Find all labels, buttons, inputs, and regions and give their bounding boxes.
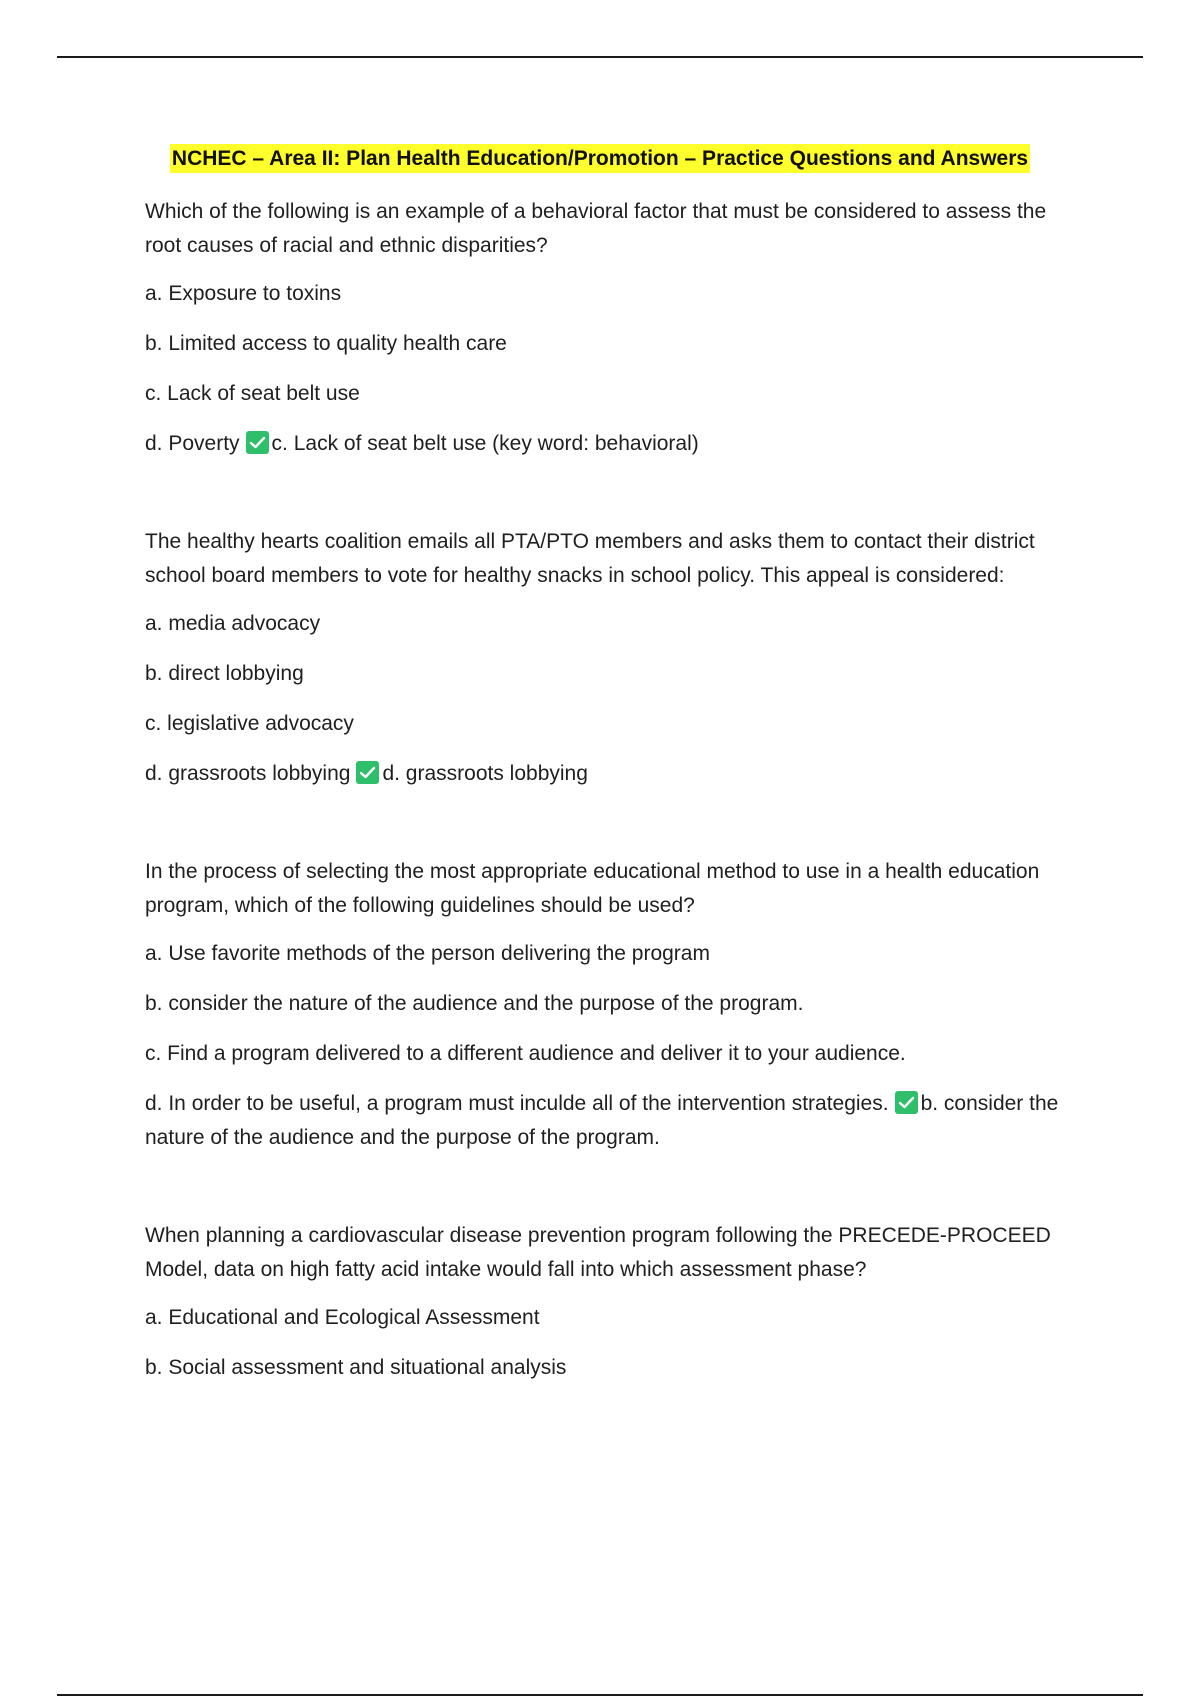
option-c: c. legislative advocacy <box>145 712 354 735</box>
check-mark-icon <box>895 1091 918 1114</box>
option-d: d. Poverty <box>145 432 240 455</box>
option-d: d. grassroots lobbying <box>145 762 351 785</box>
option-b: b. Limited access to quality health care <box>145 332 507 355</box>
option-d: d. In order to be useful, a program must inculde all of the intervention strategies. <box>145 1092 889 1115</box>
question-block-4 <box>145 1219 1085 1385</box>
option-b: b. Social assessment and situational analysis <box>145 1356 567 1379</box>
document-body <box>145 195 1085 1449</box>
option-c: c. Lack of seat belt use <box>145 382 360 405</box>
option-d-with-answer <box>145 757 1085 791</box>
option-c: c. Find a program delivered to a different audience and deliver it to your audience. <box>145 1042 906 1065</box>
option-b: b. consider the nature of the audience and the purpose of the program. <box>145 992 804 1015</box>
check-mark-icon <box>246 431 269 454</box>
question-block-2 <box>145 525 1085 791</box>
question-block-1 <box>145 195 1085 461</box>
question-prompt: Which of the following is an example of a behavioral factor that must be considered to assess the root causes of racial and ethnic disparities? <box>145 200 1047 257</box>
option-a: a. Educational and Ecological Assessment <box>145 1306 540 1329</box>
option-a: a. Use favorite methods of the person delivering the program <box>145 942 710 965</box>
bottom-rule <box>57 1694 1143 1696</box>
answer-text: b. consider the nature of the audience and the purpose of the program. <box>145 1092 1059 1149</box>
option-d-with-answer <box>145 1087 1085 1155</box>
option-d-with-answer <box>145 427 1085 461</box>
question-block-3 <box>145 855 1085 1155</box>
option-b: b. direct lobbying <box>145 662 304 685</box>
question-prompt: When planning a cardiovascular disease prevention program following the PRECEDE-PROCEED Model, data on high fatty acid intake would fall into which assessment phase? <box>145 1224 1051 1281</box>
title-container <box>0 144 1200 173</box>
document-title: NCHEC – Area II: Plan Health Education/Promotion – Practice Questions and Answers <box>170 144 1030 173</box>
answer-text: c. Lack of seat belt use (key word: behavioral) <box>271 432 699 455</box>
top-rule <box>57 56 1143 58</box>
option-a: a. Exposure to toxins <box>145 282 342 305</box>
question-prompt: In the process of selecting the most appropriate educational method to use in a health education program, which of the following guidelines should be used? <box>145 860 1040 917</box>
check-mark-icon <box>356 761 379 784</box>
answer-text: d. grassroots lobbying <box>382 762 588 785</box>
option-a: a. media advocacy <box>145 612 321 635</box>
question-prompt: The healthy hearts coalition emails all PTA/PTO members and asks them to contact their district school board members to vote for healthy snacks in school policy. This appeal is considered: <box>145 530 1035 587</box>
